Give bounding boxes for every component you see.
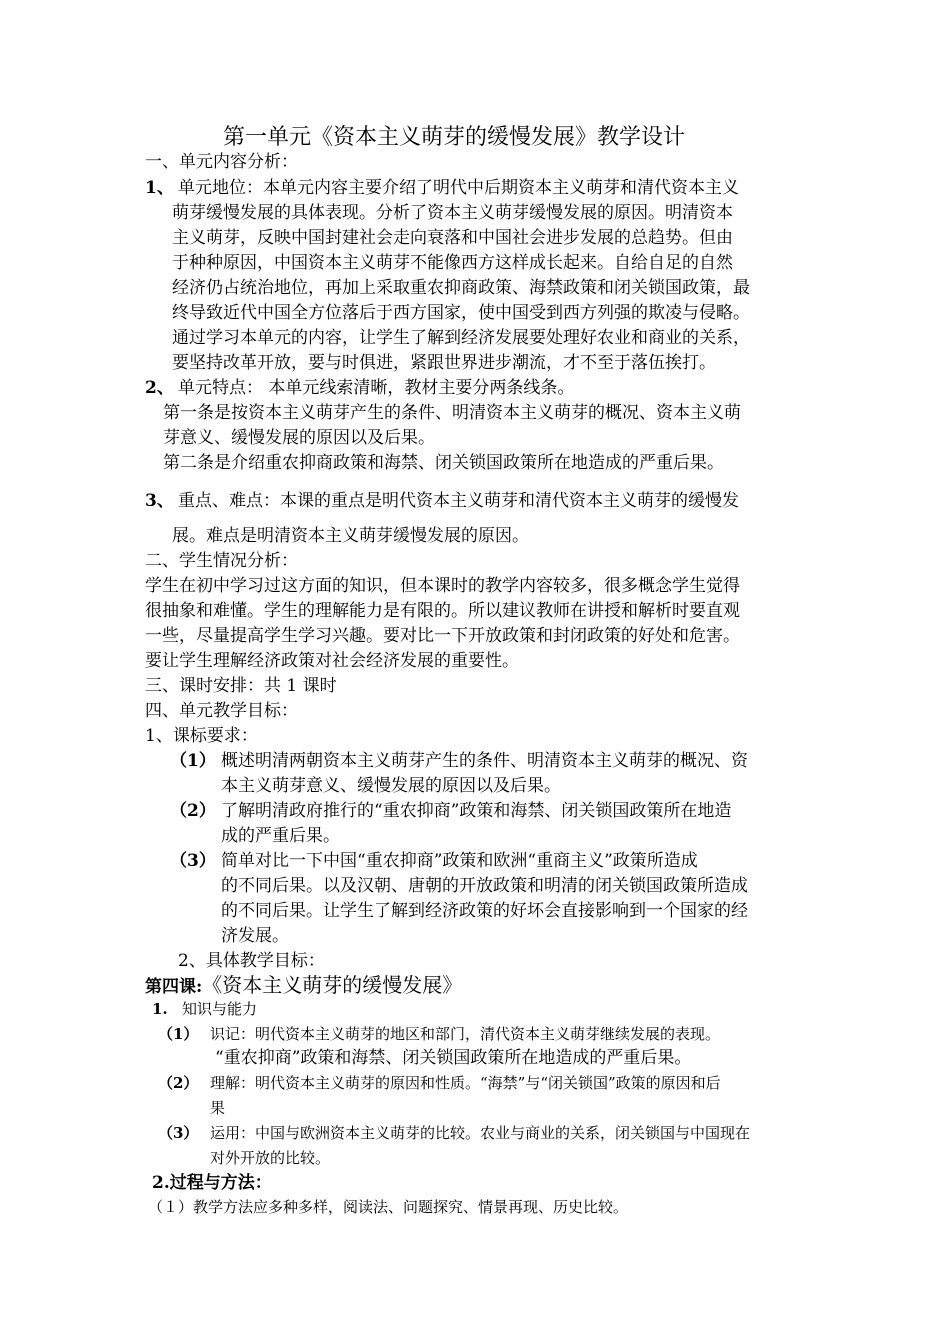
- goal-number: （2）: [158, 1074, 199, 1092]
- curriculum-requirements-heading: 1、课标要求：: [145, 726, 258, 746]
- item-3-line: 展。难点是明清资本主义萌芽缓慢发展的原因。: [172, 526, 529, 546]
- item-3-line: 重点、难点：本课的重点是明代资本主义萌芽和清代资本主义萌芽的缓慢发: [178, 491, 739, 511]
- item-1-line: 萌芽缓慢发展的具体表现。分析了资本主义萌芽缓慢发展的原因。明清资本: [172, 203, 733, 223]
- section-2-heading: 二、学生情况分析：: [145, 551, 298, 571]
- section-1-heading: 一、单元内容分析：: [145, 152, 298, 172]
- section-2-line: 一些，尽量提高学生学习兴趣。要对比一下开放政策和封闭政策的好处和危害。: [145, 626, 740, 646]
- process-heading: 2.过程与方法：: [152, 1173, 272, 1193]
- requirement-line: 概述明清两朝资本主义萌芽产生的条件、明清资本主义萌芽的概况、资: [221, 751, 748, 771]
- item-2-number: 2、: [145, 378, 174, 398]
- item-1-line: 单元地位：本单元内容主要介绍了明代中后期资本主义萌芽和清代资本主义: [178, 178, 739, 198]
- section-2-line: 很抽象和难懂。学生的理解能力是有限的。所以建议教师在讲授和解析时要直观: [145, 601, 740, 621]
- knowledge-number: 1.: [152, 1000, 168, 1018]
- item-1-line: 终导致近代中国全方位落后于西方国家，使中国受到西方列强的欺凌与侵略。: [172, 303, 750, 323]
- item-1-line: 经济仍占统治地位，再加上采取重农抑商政策、海禁政策和闭关锁国政策，最: [172, 278, 750, 298]
- item-1-line: 要坚持改革开放，要与时俱进，紧跟世界进步潮流，才不至于落伍挨打。: [172, 353, 716, 373]
- goal-line: “重农抑商”政策和海禁、闭关锁国政策所在地造成的严重后果。: [215, 1048, 692, 1068]
- item-3-number: 3、: [145, 491, 174, 511]
- section-4-heading: 四、单元教学目标：: [145, 701, 298, 721]
- requirement-line: 了解明清政府推行的“重农抑商”政策和海禁、闭关锁国政策所在地造: [221, 801, 732, 821]
- requirement-line: 的不同后果。以及汉朝、唐朝的开放政策和明清的闭关锁国政策所造成: [221, 876, 748, 896]
- goal-line: 果: [210, 1099, 226, 1117]
- item-2-sub-line: 芽意义、缓慢发展的原因以及后果。: [163, 428, 435, 448]
- requirement-line: 本主义萌芽意义、缓慢发展的原因以及后果。: [221, 776, 561, 796]
- goal-line: 理解：明代资本主义萌芽的原因和性质。“海禁”与“闭关锁国”政策的原因和后: [210, 1074, 721, 1092]
- requirement-number: （2）: [170, 801, 216, 821]
- process-item: （１）教学方法应多种多样，阅读法、问题探究、情景再现、历史比较。: [148, 1198, 629, 1216]
- item-1-line: 主义萌芽，反映中国封建社会走向衰落和中国社会进步发展的总趋势。但由: [172, 228, 733, 248]
- goal-line: 运用：中国与欧洲资本主义萌芽的比较。农业与商业的关系，闭关锁国与中国现在: [210, 1124, 751, 1142]
- requirement-line: 简单对比一下中国“重农抑商”政策和欧洲“重商主义”政策所造成: [221, 851, 698, 871]
- requirement-line: 成的严重后果。: [221, 826, 340, 846]
- requirement-number: （1）: [170, 751, 216, 771]
- lesson-name: 《资本主义萌芽的缓慢发展》: [202, 973, 463, 997]
- item-1-number: 1、: [145, 178, 174, 198]
- lesson-prefix: 第四课:: [145, 977, 203, 997]
- item-2-sub-line: 第二条是介绍重农抑商政策和海禁、闭关锁国政策所在地造成的严重后果。: [163, 453, 724, 473]
- item-2-line: 单元特点： 本单元线索清晰，教材主要分两条线条。: [178, 378, 575, 398]
- item-1-line: 于种种原因，中国资本主义萌芽不能像西方这样成长起来。自给自足的自然: [172, 253, 733, 273]
- requirement-line: 的不同后果。让学生了解到经济政策的好坏会直接影响到一个国家的经: [221, 901, 748, 921]
- knowledge-label: 知识与能力: [182, 1000, 258, 1018]
- specific-goals-heading: 2、具体教学目标：: [178, 951, 325, 971]
- goal-number: （3）: [158, 1124, 199, 1142]
- goal-line: 识记：明代资本主义萌芽的地区和部门，清代资本主义萌芽继续发展的表现。: [210, 1025, 721, 1043]
- lesson-title: [145, 972, 462, 1000]
- item-1-line: 通过学习本单元的内容，让学生了解到经济发展要处理好农业和商业的关系，: [172, 328, 750, 348]
- document-title: 第一单元《资本主义萌芽的缓慢发展》教学设计: [223, 125, 686, 150]
- goal-number: （1）: [158, 1025, 199, 1043]
- section-2-line: 学生在初中学习过这方面的知识，但本课时的教学内容较多，很多概念学生觉得: [145, 576, 740, 596]
- item-2-sub-line: 第一条是按资本主义萌芽产生的条件、明清资本主义萌芽的概况、资本主义萌: [163, 403, 741, 423]
- section-3-heading: 三、课时安排：共 1 课时: [145, 676, 337, 696]
- requirement-number: （3）: [170, 851, 216, 871]
- goal-line: 对外开放的比较。: [210, 1149, 331, 1167]
- requirement-line: 济发展。: [221, 926, 289, 946]
- section-2-line: 要让学生理解经济政策对社会经济发展的重要性。: [145, 651, 519, 671]
